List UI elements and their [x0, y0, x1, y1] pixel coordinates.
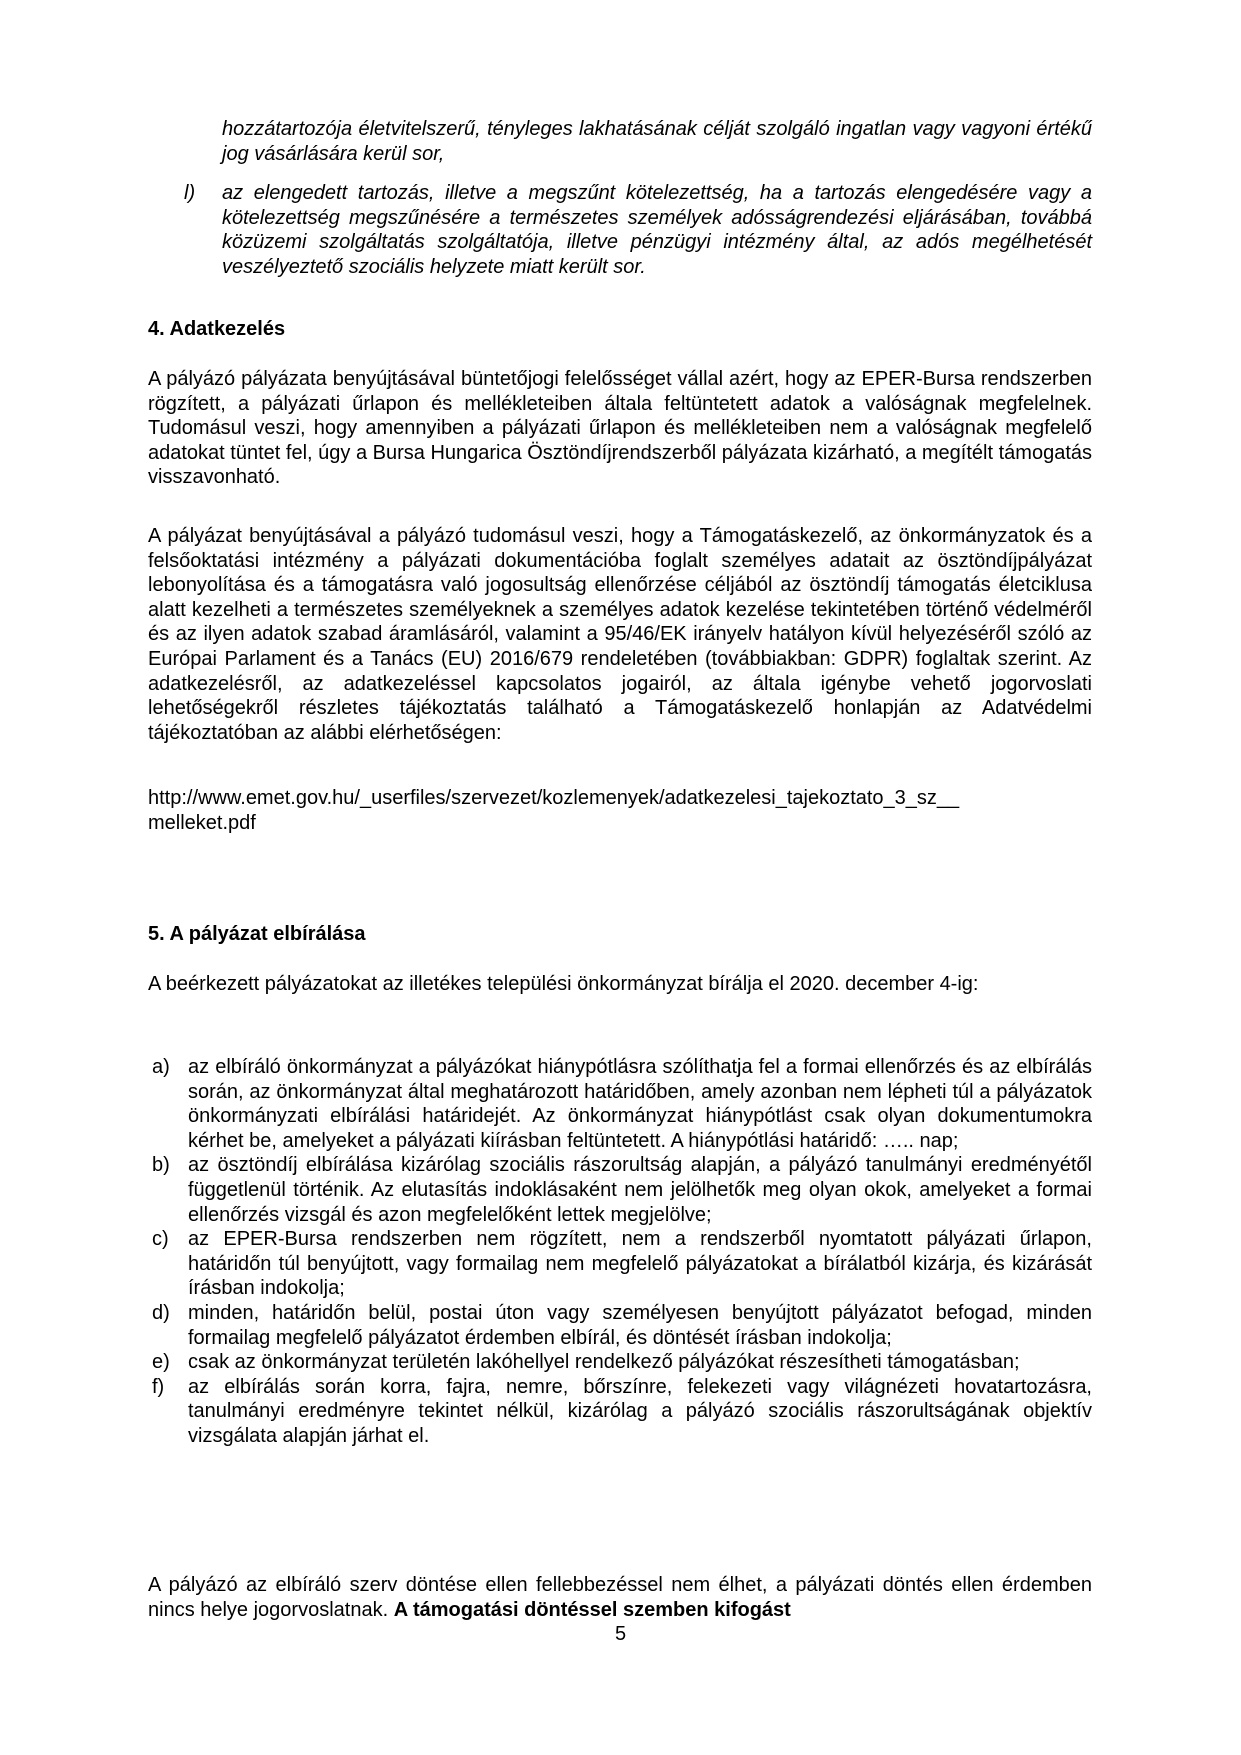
- list-item: [152, 1153, 1092, 1227]
- list-item-l: [184, 181, 1092, 279]
- list-item: [152, 1350, 1092, 1375]
- objection-text-bold: A támogatási döntéssel szemben kifogást: [393, 1598, 791, 1621]
- paragraph-no-appeal: [148, 1573, 1092, 1622]
- list-item: [152, 1375, 1092, 1449]
- page-number: 5: [614, 1623, 627, 1645]
- list-item-label: e): [152, 1351, 170, 1374]
- list-item-label: l): [184, 182, 196, 204]
- list-item-label: c): [152, 1228, 169, 1251]
- list-item-text: az elbírálás során korra, fajra, nemre, bőrszínre, felekezeti vagy világnézeti hovatartozásra, tanulmányi eredményre tekintet nélkül, kizárólag a pályázó szociális rászorultságának objektív vizsgálata alapján járhat el.: [188, 1375, 1092, 1447]
- section-heading-elbiralas: 5. A pályázat elbírálása: [148, 923, 366, 945]
- continuation-text: hozzátartozója életvitelszerű, tényleges lakhatásának célját szolgáló ingatlan vagy vagyoni értékű jog vásárlására kerül sor,: [222, 118, 1092, 165]
- evaluation-criteria-list: [152, 1055, 1092, 1449]
- section-heading-adatkezeles: 4. Adatkezelés: [148, 318, 286, 340]
- list-item: [152, 1055, 1092, 1153]
- list-item-label: b): [152, 1154, 170, 1177]
- list-item-text: az elbíráló önkormányzat a pályázókat hiánypótlásra szólíthatja fel a formai ellenőrzés és az elbírálás során, az önkormányzat által meghatározott határidőben, amely azonban nem lépheti túl a pályázatok önkormányzati elbírálási határidejét. Az önkormányzat hiánypótlást csak olyan dokumentumokra kérhet be, amelyeket a pályázati kiírásban feltüntetett. A hiánypótlási határidő: ….. nap;: [188, 1056, 1092, 1152]
- list-item-text: az EPER-Bursa rendszerben nem rögzített, nem a rendszerből nyomtatott pályázati űrlapon, határidőn túl benyújtott, vagy formailag nem megfelelő pályázatokat a bírálatból kizárja, és kizárását írásban indokolja;: [188, 1228, 1092, 1300]
- list-item-text: minden, határidőn belül, postai úton vagy személyesen benyújtott pályázatot befogad, minden formailag megfelelő pályázatot érdemben elbírál, és döntését írásban indokolja;: [188, 1301, 1092, 1349]
- paragraph-data-processing: A pályázat benyújtásával a pályázó tudomásul veszi, hogy a Támogatáskezelő, az önkormányzatok és a felsőoktatási intézmény a pályázati dokumentációba foglalt személyes adatait az ösztöndíjpályázat lebonyolítása és a támogatásra való jogosultság ellenőrzése céljából az ösztöndíj támogatás életciklusa alatt kezelheti a természetes személyeknek a személyes adatok kezelése tekintetében történő védelméről és az ilyen adatok szabad áramlásáról, valamint a 95/46/EK irányelv hatályon kívül helyezéséről szóló az Európai Parlament és a Tanács (EU) 2016/679 rendeletében (továbbiakban: GDPR) foglaltak szerint. Az adatkezelésről, az adatkezeléssel kapcsolatos jogairól, az általa igénybe vehető jogorvoslati lehetőségekről részletes tájékoztatás található a Támogatáskezelő honlapján az Adatvédelmi tájékoztatóban az alábbi elérhetőségen:: [148, 525, 1092, 744]
- list-item-text: az ösztöndíj elbírálása kizárólag szociális rászorultság alapján, a pályázó tanulmányi eredményétől függetlenül történik. Az elutasítás indoklásaként nem jelölhetők meg olyan okok, amelyeket a formai ellenőrzés vizsgál és azon megfelelőként lettek megjelölve;: [188, 1154, 1092, 1226]
- list-item-label: d): [152, 1301, 170, 1324]
- paragraph-evaluation-intro: A beérkezett pályázatokat az illetékes települési önkormányzat bírálja el 2020. december 4-ig:: [148, 973, 979, 995]
- list-item: [152, 1227, 1092, 1301]
- list-item-label: a): [152, 1056, 170, 1078]
- url-line-2[interactable]: melleket.pdf: [148, 811, 256, 834]
- list-item-label: f): [152, 1375, 165, 1398]
- no-appeal-text: A pályázó az elbíráló szerv döntése ellen fellebbezéssel nem élhet, a pályázati döntés ellen érdemben nincs helye jogorvoslatnak.: [148, 1574, 1092, 1621]
- list-item-text: az elengedett tartozás, illetve a megszűnt kötelezettség, ha a tartozás elengedésére vagy a kötelezettség megszűnésére a természetes személyek adósságrendezési eljárásában, továbbá közüzemi szolgáltatás szolgáltatója, illetve pénzügyi intézmény által, az adós megélhetését veszélyeztető szociális helyzete miatt került sor.: [222, 182, 1092, 278]
- list-item-text: csak az önkormányzat területén lakóhellyel rendelkező pályázókat részesítheti támogatásban;: [188, 1351, 1020, 1374]
- list-item-continuation: [222, 117, 1092, 166]
- url-line-1[interactable]: http://www.emet.gov.hu/_userfiles/szervezet/kozlemenyek/adatkezelesi_tajekoztato_3_sz__: [148, 787, 960, 809]
- privacy-notice-link[interactable]: [148, 786, 1092, 835]
- paragraph-criminal-liability: A pályázó pályázata benyújtásával büntetőjogi felelősséget vállal azért, hogy az EPER-Bursa rendszerben rögzített, a pályázati űrlapon és mellékleteiben általa feltüntetett adatok a valóságnak megfelelnek. Tudomásul veszi, hogy amennyiben a pályázati űrlapon és mellékleteiben nem a valóságnak megfelelő adatokat tüntet fel, úgy a Bursa Hungarica Ösztöndíjrendszerből pályázata kizárható, a megítélt támogatás visszavonható.: [148, 368, 1092, 489]
- list-item: [152, 1301, 1092, 1350]
